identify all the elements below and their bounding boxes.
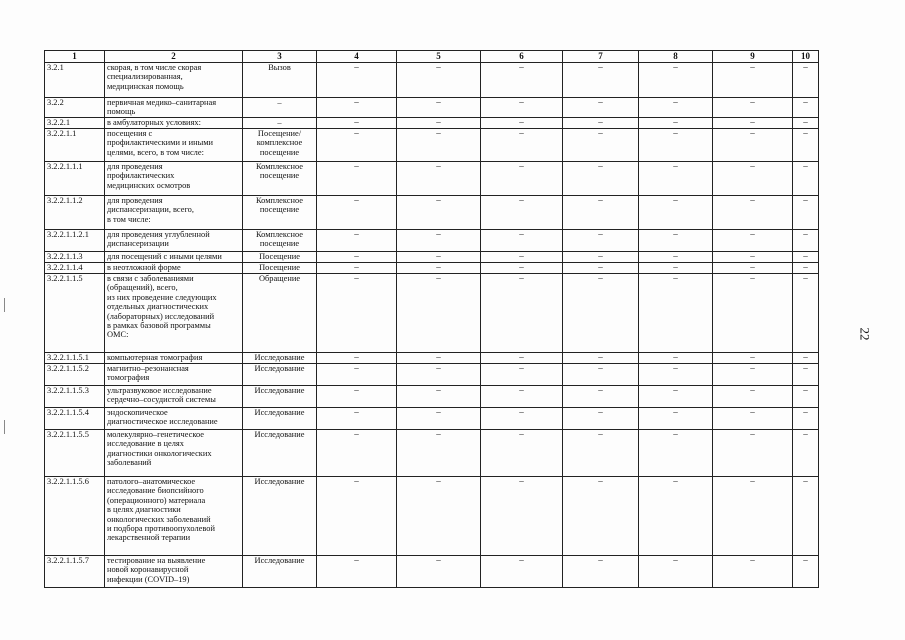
value-cell: – <box>793 196 819 230</box>
unit-cell: Обращение <box>243 274 317 353</box>
value-cell: – <box>639 118 713 129</box>
row-code-cell: 3.2.2.1.1.4 <box>45 263 105 274</box>
value-cell: – <box>639 252 713 263</box>
row-code-cell: 3.2.2.1.1 <box>45 129 105 162</box>
unit-cell: Исследование <box>243 556 317 588</box>
table-row <box>45 364 819 386</box>
value-cell: – <box>639 129 713 162</box>
value-cell: – <box>481 477 563 556</box>
value-cell: – <box>713 430 793 477</box>
table-row <box>45 196 819 230</box>
table-body <box>45 63 819 588</box>
table-row <box>45 63 819 98</box>
row-description-cell: патолого–анатомическое исследование биопсийного (операционного) материала в целях диагностики онкологических заболеваний и подбора противоопухолевой лекарственной терапии <box>105 477 243 556</box>
row-description-cell: ультразвуковое исследование сердечно–сосудистой системы <box>105 386 243 408</box>
unit-cell: Исследование <box>243 477 317 556</box>
table-row <box>45 408 819 430</box>
unit-cell: Исследование <box>243 430 317 477</box>
value-cell: – <box>713 364 793 386</box>
value-cell: – <box>639 162 713 196</box>
value-cell: – <box>639 353 713 364</box>
column-header: 7 <box>563 51 639 63</box>
unit-cell: Посещение <box>243 252 317 263</box>
value-cell: – <box>713 129 793 162</box>
row-description-cell: молекулярно–генетическое исследование в целях диагностики онкологических заболеваний <box>105 430 243 477</box>
row-description-cell: в неотложной форме <box>105 263 243 274</box>
header-row <box>45 51 819 63</box>
value-cell: – <box>793 477 819 556</box>
row-description-cell: первичная медико–санитарная помощь <box>105 98 243 118</box>
value-cell: – <box>713 252 793 263</box>
table-row <box>45 353 819 364</box>
row-description-cell: скорая, в том числе скорая специализированная, медицинская помощь <box>105 63 243 98</box>
value-cell: – <box>639 386 713 408</box>
value-cell: – <box>639 477 713 556</box>
value-cell: – <box>639 364 713 386</box>
row-code-cell: 3.2.2.1.1.5.2 <box>45 364 105 386</box>
value-cell: – <box>713 196 793 230</box>
row-code-cell: 3.2.2.1.1.3 <box>45 252 105 263</box>
row-code-cell: 3.2.1 <box>45 63 105 98</box>
value-cell: – <box>481 386 563 408</box>
row-code-cell: 3.2.2.1.1.5.3 <box>45 386 105 408</box>
value-cell: – <box>481 162 563 196</box>
value-cell: – <box>563 364 639 386</box>
value-cell: – <box>317 408 397 430</box>
table-row <box>45 263 819 274</box>
value-cell: – <box>793 364 819 386</box>
table-row <box>45 556 819 588</box>
value-cell: – <box>793 252 819 263</box>
value-cell: – <box>481 129 563 162</box>
unit-cell: Комплексное посещение <box>243 230 317 252</box>
table-row <box>45 430 819 477</box>
row-code-cell: 3.2.2.1.1.5.1 <box>45 353 105 364</box>
value-cell: – <box>481 364 563 386</box>
value-cell: – <box>317 430 397 477</box>
unit-cell: Исследование <box>243 364 317 386</box>
unit-cell: Исследование <box>243 386 317 408</box>
table-row <box>45 274 819 353</box>
row-description-cell: для проведения углубленной диспансеризации <box>105 230 243 252</box>
value-cell: – <box>317 477 397 556</box>
value-cell: – <box>317 230 397 252</box>
column-header: 10 <box>793 51 819 63</box>
value-cell: – <box>713 98 793 118</box>
value-cell: – <box>481 430 563 477</box>
value-cell: – <box>397 430 481 477</box>
value-cell: – <box>563 230 639 252</box>
value-cell: – <box>713 386 793 408</box>
row-code-cell: 3.2.2.1.1.1 <box>45 162 105 196</box>
value-cell: – <box>793 353 819 364</box>
value-cell: – <box>317 162 397 196</box>
page-edge-mark <box>4 298 5 312</box>
unit-cell: Комплексное посещение <box>243 196 317 230</box>
value-cell: – <box>317 118 397 129</box>
value-cell: – <box>397 230 481 252</box>
value-cell: – <box>713 408 793 430</box>
row-code-cell: 3.2.2.1.1.5.7 <box>45 556 105 588</box>
row-description-cell: эндоскопическое диагностическое исследование <box>105 408 243 430</box>
value-cell: – <box>563 263 639 274</box>
row-code-cell: 3.2.2.1.1.5.5 <box>45 430 105 477</box>
value-cell: – <box>793 230 819 252</box>
value-cell: – <box>397 63 481 98</box>
value-cell: – <box>563 98 639 118</box>
row-description-cell: компьютерная томография <box>105 353 243 364</box>
value-cell: – <box>481 252 563 263</box>
value-cell: – <box>793 63 819 98</box>
table-row <box>45 162 819 196</box>
row-description-cell: магнитно–резонансная томография <box>105 364 243 386</box>
value-cell: – <box>793 430 819 477</box>
value-cell: – <box>713 477 793 556</box>
value-cell: – <box>563 353 639 364</box>
column-header: 3 <box>243 51 317 63</box>
table-row <box>45 230 819 252</box>
value-cell: – <box>397 274 481 353</box>
row-code-cell: 3.2.2 <box>45 98 105 118</box>
column-header: 6 <box>481 51 563 63</box>
row-description-cell: посещения с профилактическими и иными целями, всего, в том числе: <box>105 129 243 162</box>
value-cell: – <box>317 386 397 408</box>
value-cell: – <box>563 274 639 353</box>
row-description-cell: для проведения диспансеризации, всего, в том числе: <box>105 196 243 230</box>
value-cell: – <box>639 408 713 430</box>
unit-cell: Комплексное посещение <box>243 162 317 196</box>
value-cell: – <box>639 230 713 252</box>
value-cell: – <box>563 252 639 263</box>
unit-cell: – <box>243 118 317 129</box>
row-code-cell: 3.2.2.1.1.2.1 <box>45 230 105 252</box>
value-cell: – <box>793 274 819 353</box>
value-cell: – <box>793 408 819 430</box>
row-description-cell: в амбулаторных условиях: <box>105 118 243 129</box>
column-header: 9 <box>713 51 793 63</box>
value-cell: – <box>563 129 639 162</box>
column-header: 5 <box>397 51 481 63</box>
value-cell: – <box>713 230 793 252</box>
value-cell: – <box>563 162 639 196</box>
value-cell: – <box>793 118 819 129</box>
value-cell: – <box>397 252 481 263</box>
value-cell: – <box>481 118 563 129</box>
unit-cell: Посещение/ комплексное посещение <box>243 129 317 162</box>
value-cell: – <box>563 477 639 556</box>
value-cell: – <box>397 556 481 588</box>
value-cell: – <box>713 353 793 364</box>
value-cell: – <box>481 263 563 274</box>
unit-cell: Посещение <box>243 263 317 274</box>
value-cell: – <box>639 556 713 588</box>
row-code-cell: 3.2.2.1.1.5 <box>45 274 105 353</box>
value-cell: – <box>317 98 397 118</box>
value-cell: – <box>793 263 819 274</box>
value-cell: – <box>317 196 397 230</box>
value-cell: – <box>713 63 793 98</box>
value-cell: – <box>563 386 639 408</box>
value-cell: – <box>397 364 481 386</box>
value-cell: – <box>397 162 481 196</box>
page-number: 22 <box>857 327 873 341</box>
row-description-cell: для проведения профилактических медицинских осмотров <box>105 162 243 196</box>
table-row <box>45 252 819 263</box>
table-row <box>45 98 819 118</box>
data-table <box>44 50 819 588</box>
table-row <box>45 118 819 129</box>
value-cell: – <box>397 386 481 408</box>
value-cell: – <box>793 556 819 588</box>
column-header: 2 <box>105 51 243 63</box>
column-header: 8 <box>639 51 713 63</box>
value-cell: – <box>317 556 397 588</box>
table-row <box>45 477 819 556</box>
page-edge-mark <box>4 420 5 434</box>
value-cell: – <box>317 353 397 364</box>
value-cell: – <box>397 353 481 364</box>
value-cell: – <box>793 386 819 408</box>
value-cell: – <box>563 408 639 430</box>
value-cell: – <box>713 274 793 353</box>
value-cell: – <box>397 129 481 162</box>
value-cell: – <box>563 63 639 98</box>
value-cell: – <box>563 430 639 477</box>
column-header: 1 <box>45 51 105 63</box>
value-cell: – <box>397 196 481 230</box>
value-cell: – <box>639 274 713 353</box>
value-cell: – <box>639 196 713 230</box>
column-header: 4 <box>317 51 397 63</box>
value-cell: – <box>713 263 793 274</box>
value-cell: – <box>481 408 563 430</box>
value-cell: – <box>639 430 713 477</box>
value-cell: – <box>639 263 713 274</box>
value-cell: – <box>481 63 563 98</box>
value-cell: – <box>481 196 563 230</box>
value-cell: – <box>481 230 563 252</box>
unit-cell: Вызов <box>243 63 317 98</box>
row-description-cell: тестирование на выявление новой коронавирусной инфекции (COVID–19) <box>105 556 243 588</box>
value-cell: – <box>481 98 563 118</box>
table-row <box>45 386 819 408</box>
value-cell: – <box>397 408 481 430</box>
value-cell: – <box>713 162 793 196</box>
value-cell: – <box>793 162 819 196</box>
table-row <box>45 129 819 162</box>
value-cell: – <box>397 118 481 129</box>
value-cell: – <box>713 556 793 588</box>
value-cell: – <box>481 274 563 353</box>
row-description-cell: в связи с заболеваниями (обращений), всего, из них проведение следующих отдельных диагностических (лабораторных) исследований в рамках базовой программы ОМС: <box>105 274 243 353</box>
value-cell: – <box>317 263 397 274</box>
value-cell: – <box>713 118 793 129</box>
value-cell: – <box>317 63 397 98</box>
value-cell: – <box>793 98 819 118</box>
value-cell: – <box>481 353 563 364</box>
value-cell: – <box>481 556 563 588</box>
unit-cell: Исследование <box>243 408 317 430</box>
row-code-cell: 3.2.2.1 <box>45 118 105 129</box>
row-code-cell: 3.2.2.1.1.5.4 <box>45 408 105 430</box>
value-cell: – <box>563 118 639 129</box>
row-description-cell: для посещений с иными целями <box>105 252 243 263</box>
unit-cell: – <box>243 98 317 118</box>
value-cell: – <box>563 556 639 588</box>
value-cell: – <box>317 252 397 263</box>
value-cell: – <box>639 63 713 98</box>
value-cell: – <box>317 129 397 162</box>
value-cell: – <box>317 364 397 386</box>
value-cell: – <box>397 477 481 556</box>
value-cell: – <box>793 129 819 162</box>
value-cell: – <box>397 263 481 274</box>
value-cell: – <box>397 98 481 118</box>
row-code-cell: 3.2.2.1.1.5.6 <box>45 477 105 556</box>
value-cell: – <box>563 196 639 230</box>
value-cell: – <box>317 274 397 353</box>
row-code-cell: 3.2.2.1.1.2 <box>45 196 105 230</box>
unit-cell: Исследование <box>243 353 317 364</box>
value-cell: – <box>639 98 713 118</box>
